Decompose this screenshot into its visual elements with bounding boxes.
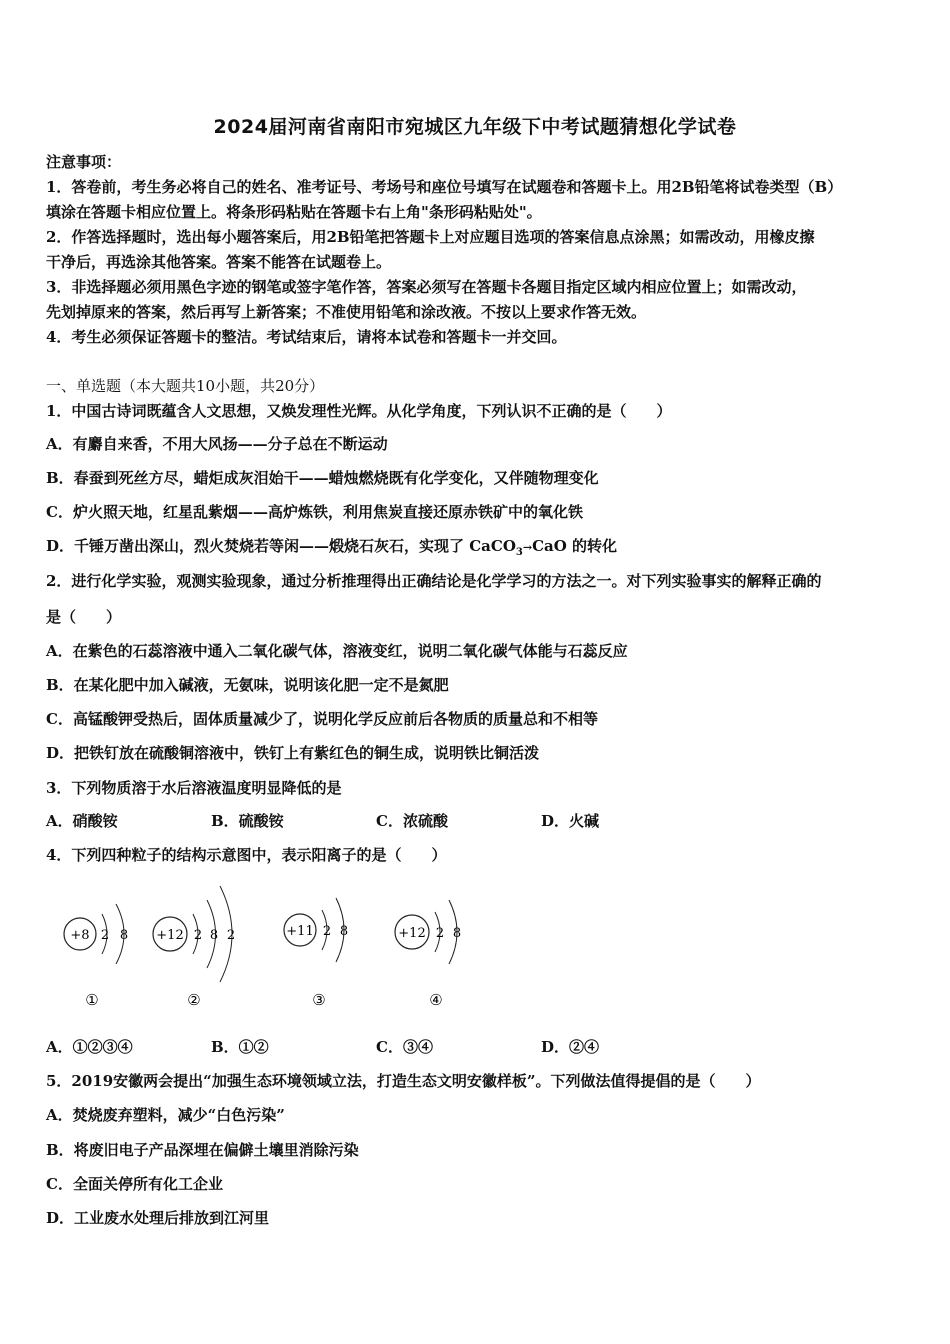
notes-heading: 注意事项： [46,153,122,171]
notes-line-5: 3．非选择题必须用黑色字迹的钢笔或签字笔作答，答案必须写在答题卡各题目指定区域内相应位置上；如需改动， [46,278,807,296]
particle-2-shell-2: 8 [209,928,219,943]
particle-4-nucleus: +12 [398,926,426,941]
particle-2-nucleus: +12 [156,928,184,943]
q2-stem-line-2: 是（ ） [46,608,122,626]
particle-3 [284,898,348,1009]
particle-1 [64,904,128,1009]
q2-stem-line-1: 2．进行化学实验，观测实验现象，通过分析推理得出正确结论是化学学习的方法之一。对下列实验事实的解释正确的 [46,572,822,590]
q1-option-b: B．春蚕到死丝方尽，蜡炬成灰泪始干——蜡烛燃烧既有化学变化，又伴随物理变化 [46,469,599,487]
particle-structure-diagrams [40,870,560,1020]
arrow-symbol: → [522,541,533,554]
particle-4-shell-2: 8 [452,926,462,941]
formula-cao: CaO [532,537,567,555]
q3-option-b: B．硫酸铵 [211,812,284,830]
q1-option-d [46,536,916,563]
particle-4-label: ④ [429,991,443,1009]
notes-line-7: 4．考生必须保证答题卡的整洁。考试结束后，请将本试卷和答题卡一并交回。 [46,328,567,346]
q4-options [46,1037,916,1057]
q1-option-d-text: D．千锤万凿出深山，烈火焚烧若等闲——煅烧石灰石，实现了 [46,537,470,555]
q4-option-d: D．②④ [541,1038,600,1056]
notes-line-2: 填涂在答题卡相应位置上。将条形码粘贴在答题卡右上角"条形码粘贴处"。 [46,203,542,221]
q5-stem: 5．2019安徽两会提出“加强生态环境领域立法，打造生态文明安徽样板”。下列做法值得提倡的是（ ） [46,1072,761,1090]
particle-1-shell-2: 8 [119,928,129,943]
particle-4 [395,900,461,1009]
q2-option-c: C．高锰酸钾受热后，固体质量减少了，说明化学反应前后各物质的质量总和不相等 [46,710,598,728]
q2-option-d: D．把铁钉放在硫酸铜溶液中，铁钉上有紫红色的铜生成，说明铁比铜活泼 [46,744,540,762]
particle-3-shell-1: 2 [322,924,332,939]
q4-option-a: A．①②③④ [46,1038,133,1056]
q5-option-c: C．全面关停所有化工企业 [46,1175,223,1193]
q4-stem: 4．下列四种粒子的结构示意图中，表示阳离子的是（ ） [46,846,447,864]
particle-2-shell-1: 2 [193,928,203,943]
notes-line-3: 2．作答选择题时，选出每小题答案后，用2B铅笔把答题卡上对应题目选项的答案信息点涂黑；如需改动，用橡皮擦 [46,228,815,246]
q2-option-b: B．在某化肥中加入碱液，无氨味，说明该化肥一定不是氮肥 [46,676,449,694]
q3-stem: 3．下列物质溶于水后溶液温度明显降低的是 [46,779,342,797]
particle-1-shell-1: 2 [100,928,110,943]
q4-option-c: C．③④ [376,1038,433,1056]
particle-4-shell-1: 2 [435,926,445,941]
particle-3-shell-2: 8 [339,924,349,939]
q3-option-c: C．浓硫酸 [376,812,448,830]
q1-option-d-end: 的转化 [566,537,618,555]
particle-3-label: ③ [312,991,326,1009]
notes-line-4: 干净后，再选涂其他答案。答案不能答在试题卷上。 [46,253,392,271]
particle-2 [153,886,235,1009]
particle-1-nucleus: +8 [70,928,90,943]
q2-option-a: A．在紫色的石蕊溶液中通入二氧化碳气体，溶液变红，说明二氧化碳气体能与石蕊反应 [46,642,628,660]
particle-2-shell-3: 2 [226,928,236,943]
particle-3-nucleus: +11 [286,924,314,939]
q3-option-d: D．火碱 [541,812,600,830]
particle-1-label: ① [85,991,99,1009]
notes-line-1: 1．答卷前，考生务必将自己的姓名、准考证号、考场号和座位号填写在试题卷和答题卡上。用2B铅笔将试卷类型（B） [46,178,843,196]
particle-2-label: ② [187,991,201,1009]
exam-title: 2024届河南省南阳市宛城区九年级下中考试题猜想化学试卷 [213,116,737,138]
q3-option-a: A．硝酸铵 [46,812,118,830]
formula-subscript: 3 [515,547,523,558]
q5-option-d: D．工业废水处理后排放到江河里 [46,1209,270,1227]
q1-option-c: C．炉火照天地，红星乱紫烟——高炉炼铁，利用焦炭直接还原赤铁矿中的氧化铁 [46,503,583,521]
section-heading: 一、单选题（本大题共10小题，共20分） [46,377,325,395]
notes-line-6: 先划掉原来的答案，然后再写上新答案；不准使用铅笔和涂改液。不按以上要求作答无效。 [46,303,647,321]
q5-option-a: A．焚烧废弃塑料，减少“白色污染” [46,1106,285,1124]
q5-option-b: B．将废旧电子产品深埋在偏僻土壤里消除污染 [46,1141,359,1159]
q1-stem: 1．中国古诗词既蕴含人文思想，又焕发理性光辉。从化学角度，下列认识不正确的是（ ） [46,402,672,420]
q4-option-b: B．①② [211,1038,269,1056]
q1-option-a: A．有麝自来香，不用大风扬——分子总在不断运动 [46,435,388,453]
formula-caco: CaCO [469,537,516,555]
q3-options [46,811,916,831]
